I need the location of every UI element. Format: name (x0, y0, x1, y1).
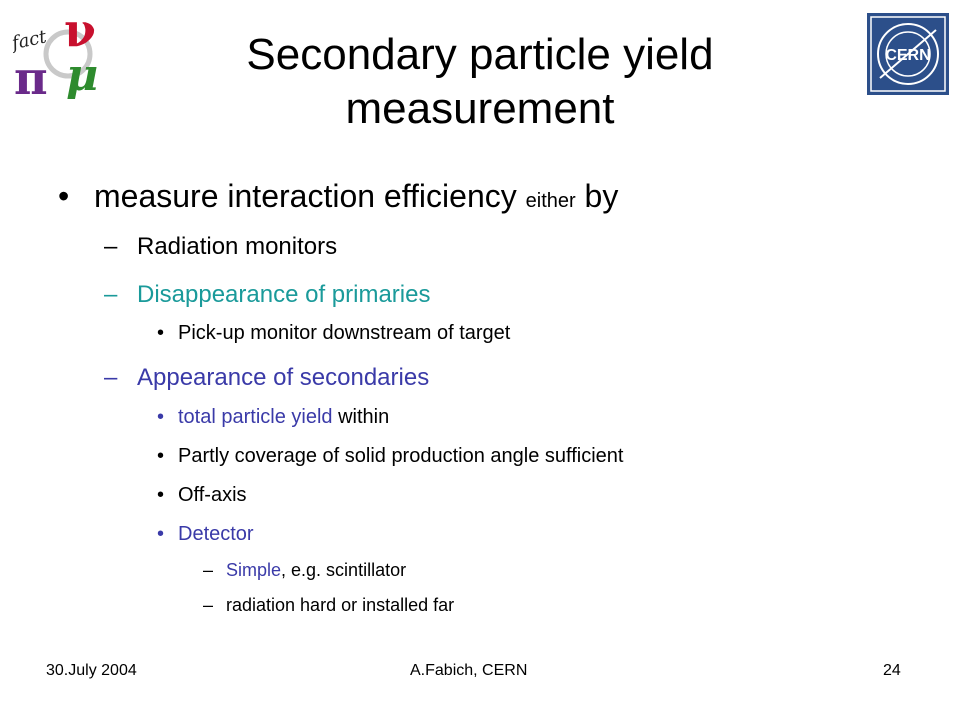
bullet-marker: • (58, 178, 70, 214)
footer-date: 30.July 2004 (46, 662, 137, 679)
slide-title (130, 28, 830, 136)
nufact-logo (8, 6, 118, 106)
svg-text:π: π (14, 51, 48, 105)
svg-text:μ: μ (66, 50, 99, 101)
footer-author: A.Fabich, CERN (410, 662, 528, 679)
title-line-1: Secondary particle yield (246, 30, 714, 79)
svg-text:CERN: CERN (885, 47, 931, 64)
footer-page-number: 24 (883, 662, 901, 679)
title-line-2: measurement (345, 84, 615, 133)
svg-text:fact: fact (10, 26, 49, 55)
nu-glyph: ν (64, 6, 96, 57)
cern-logo (866, 12, 950, 96)
